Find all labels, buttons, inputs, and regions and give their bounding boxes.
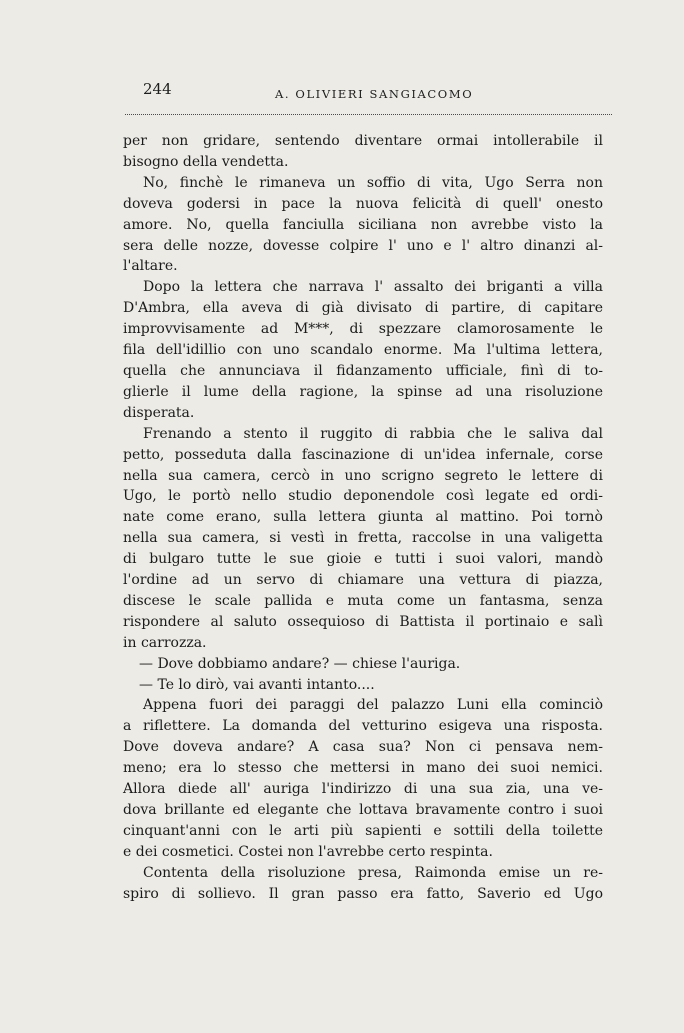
text-line: disperata. [123,404,195,421]
text-line: — Dove dobbiamo andare? — chiese l'auriga. [139,655,461,672]
text-line: D'Ambra, ella aveva di già divisato di partire, di capitare [123,300,603,317]
text-line: discese le scale pallida e muta come un fantasma, senza [123,592,603,609]
running-title: A. OLIVIERI SANGIACOMO [275,87,474,101]
text-line: a riflettere. La domanda del vetturino esigeva una risposta. [123,718,603,735]
text-line: nella sua camera, si vestì in fretta, raccolse in una valigetta [123,530,603,547]
text-line: nate come erano, sulla lettera giunta al mattino. Poi tornò [123,509,603,526]
text-line: l'ordine ad un servo di chiamare una vettura di piazza, [123,572,603,589]
text-line: doveva godersi in pace la nuova felicità di quell' onesto [123,195,603,212]
text-line: Appena fuori dei paraggi del palazzo Luni ella cominciò [143,697,603,714]
text-line: No, finchè le rimaneva un soffio di vita, Ugo Serra non [143,174,603,191]
text-line: Contenta della risoluzione presa, Raimonda emise un re- [143,864,603,881]
text-line: in carrozza. [123,634,207,651]
text-line: dova brillante ed elegante che lottava bravamente contro i suoi [123,802,603,818]
text-line: fila dell'idillio con uno scandalo enorme. Ma l'ultima lettera, [123,342,603,359]
text-line: sera delle nozze, dovesse colpire l' uno e l' altro dinanzi al- [123,237,603,254]
text-line: rispondere al saluto ossequioso di Battista il portinaio e salì [123,613,603,630]
text-line: cinquant'anni con le arti più sapienti e sottili della toilette [123,822,603,839]
text-line: — Te lo dirò, vai avanti intanto.... [139,676,375,693]
text-line: improvvisamente ad M***, di spezzare clamorosamente le [123,321,603,338]
text-line: petto, posseduta dalla fascinazione di un'idea infernale, corse [123,446,603,463]
text-line: Frenando a stento il ruggito di rabbia che le saliva dal [143,425,603,442]
text-line: nella sua camera, cercò in uno scrigno segreto le lettere di [123,467,603,484]
body-text [123,131,603,905]
text-line: amore. No, quella fanciulla siciliana non avrebbe visto la [123,216,603,233]
text-line: Ugo, le portò nello studio deponendole così legate ed ordi- [123,488,603,505]
text-line: per non gridare, sentendo diventare ormai intollerabile il [123,133,603,149]
text-line: spiro di sollievo. Il gran passo era fatto, Saverio ed Ugo [123,885,603,902]
text-line: Allora diede all' auriga l'indirizzo di una sua zia, una ve- [123,781,603,798]
text-line: quella che annunciava il fidanzamento ufficiale, finì di to- [123,362,603,379]
page-number: 244 [143,80,172,98]
text-line: Dove doveva andare? A casa sua? Non ci pensava nem- [123,739,603,756]
text-line: bisogno della vendetta. [123,153,289,170]
text-line: e dei cosmetici. Costei non l'avrebbe certo respinta. [123,843,493,860]
text-line: Dopo la lettera che narrava l' assalto dei briganti a villa [143,279,603,296]
text-line: di bulgaro tutte le sue gioie e tutti i suoi valori, mandò [123,551,603,568]
text-line: l'altare. [123,258,178,275]
running-head [125,78,612,115]
text-line: glierle il lume della ragione, la spinse ad una risoluzione [123,383,603,400]
text-line: meno; era lo stesso che mettersi in mano dei suoi nemici. [123,760,603,777]
